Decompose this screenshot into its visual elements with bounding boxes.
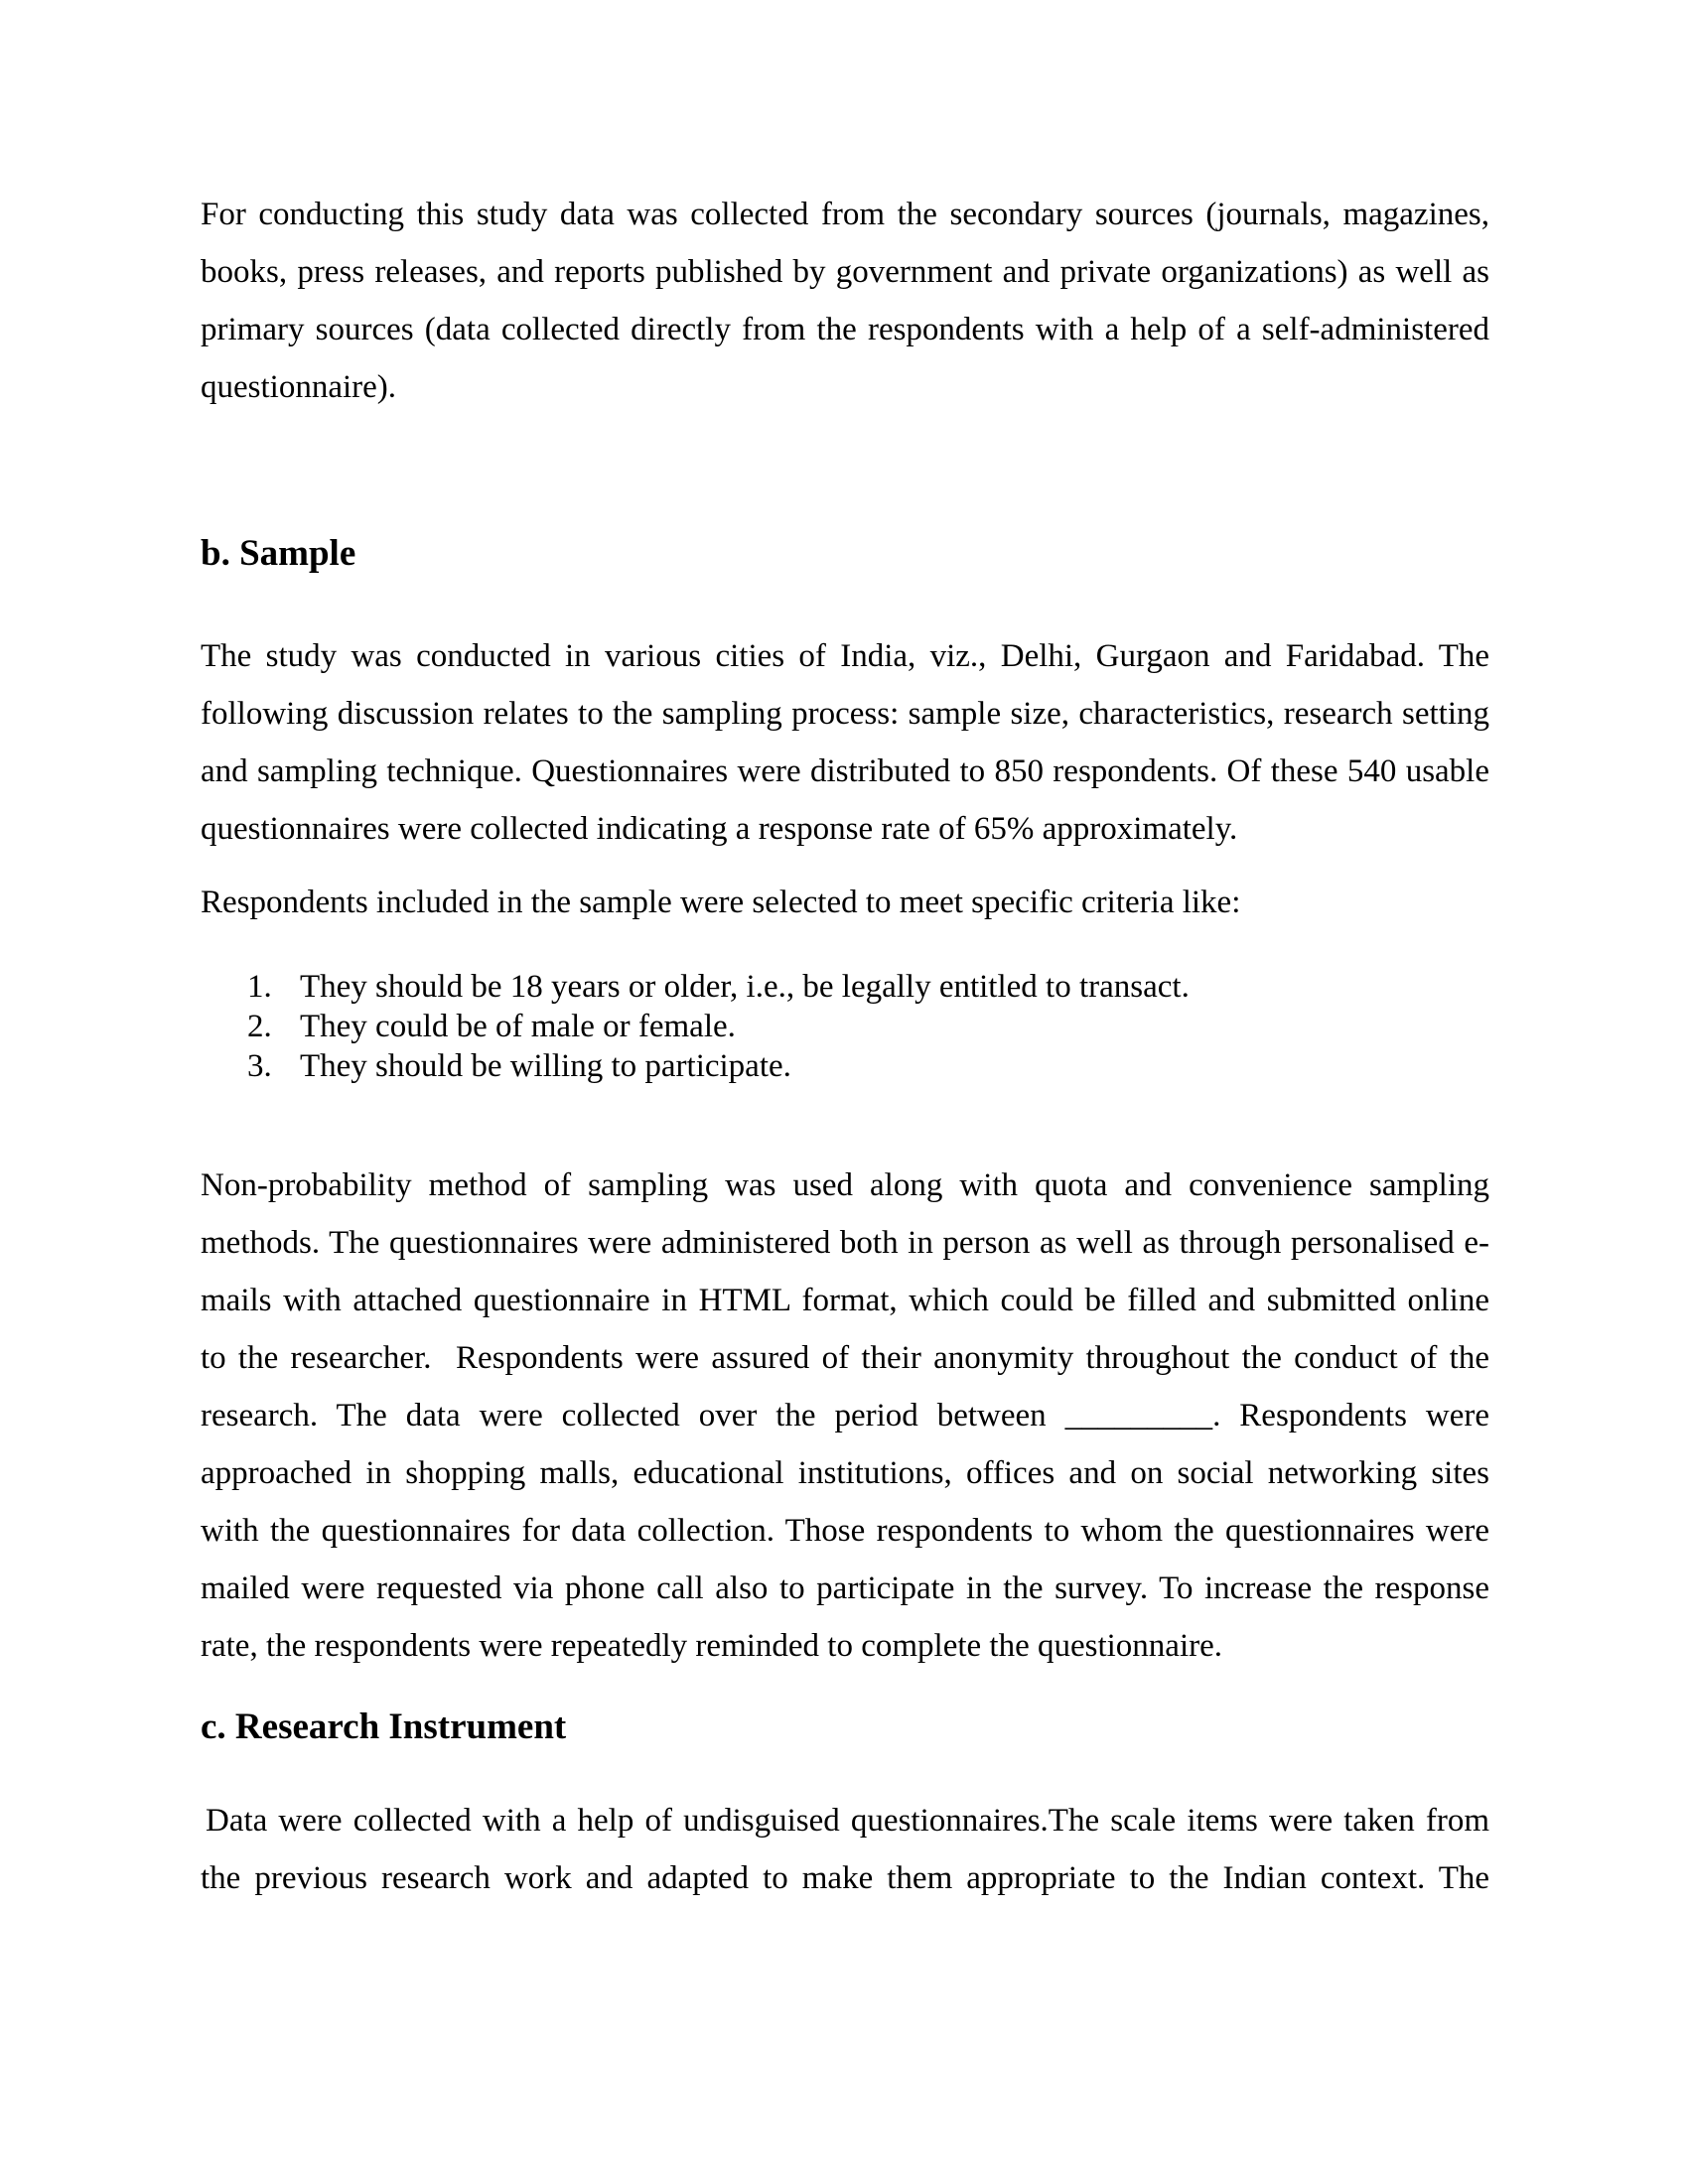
text-line: mailed were requested via phone call also to participate in the survey. To increase the response [201, 1570, 1489, 1606]
section-heading-research-instrument: c. Research Instrument [201, 1706, 567, 1747]
section-heading-sample: b. Sample [201, 533, 356, 574]
methodology-paragraph [201, 1157, 1489, 1675]
text-line: For conducting this study data was collected from the secondary sources (journals, magazines, [201, 197, 1489, 232]
text-line: with the questionnaires for data collection. Those respondents to whom the questionnaires were [201, 1513, 1489, 1549]
text-line: following discussion relates to the sampling process: sample size, characteristics, research setting [201, 696, 1489, 732]
criteria-list [201, 967, 1489, 1086]
list-number: 1. [247, 969, 272, 1005]
text-line: methods. The questionnaires were administered both in person as well as through personalised e- [201, 1225, 1489, 1261]
text-line: The study was conducted in various cities of India, viz., Delhi, Gurgaon and Faridabad. The [201, 638, 1489, 674]
list-item-text: They could be of male or female. [300, 1009, 736, 1044]
list-item-text: They should be willing to participate. [300, 1048, 791, 1084]
text-line: to the researcher. Respondents were assured of their anonymity throughout the conduct of the [201, 1340, 1489, 1376]
text-line: rate, the respondents were repeatedly reminded to complete the questionnaire. [201, 1628, 1223, 1664]
text-line: books, press releases, and reports published by government and private organizations) as well as [201, 254, 1489, 290]
text-line: mails with attached questionnaire in HTML format, which could be filled and submitted online [201, 1283, 1489, 1318]
instrument-paragraph [201, 1792, 1489, 1907]
list-number: 2. [247, 1009, 272, 1044]
text-line: Data were collected with a help of undisguised questionnaires.The scale items were taken from [206, 1803, 1489, 1839]
intro-paragraph [201, 186, 1489, 416]
text-line: questionnaires were collected indicating a response rate of 65% approximately. [201, 811, 1238, 847]
text-line: and sampling technique. Questionnaires were distributed to 850 respondents. Of these 540 usable [201, 753, 1489, 789]
sample-overview-paragraph [201, 627, 1489, 858]
text-line: questionnaire). [201, 369, 397, 405]
text-line: approached in shopping malls, educational institutions, offices and on social networking sites [201, 1455, 1489, 1491]
criteria-intro-line: Respondents included in the sample were selected to meet specific criteria like: [201, 885, 1241, 920]
list-number: 3. [247, 1048, 272, 1084]
list-item [247, 1046, 1489, 1086]
text-line: Non-probability method of sampling was used along with quota and convenience sampling [201, 1167, 1489, 1203]
list-item [247, 1007, 1489, 1046]
text-line: the previous research work and adapted to make them appropriate to the Indian context. The [201, 1860, 1489, 1896]
text-line-with-blank: research. The data were collected over the period between _________. Respondents were [201, 1398, 1489, 1433]
text-line: primary sources (data collected directly from the respondents with a help of a self-administered [201, 312, 1489, 347]
list-item [247, 967, 1489, 1007]
list-item-text: They should be 18 years or older, i.e., be legally entitled to transact. [300, 969, 1190, 1005]
